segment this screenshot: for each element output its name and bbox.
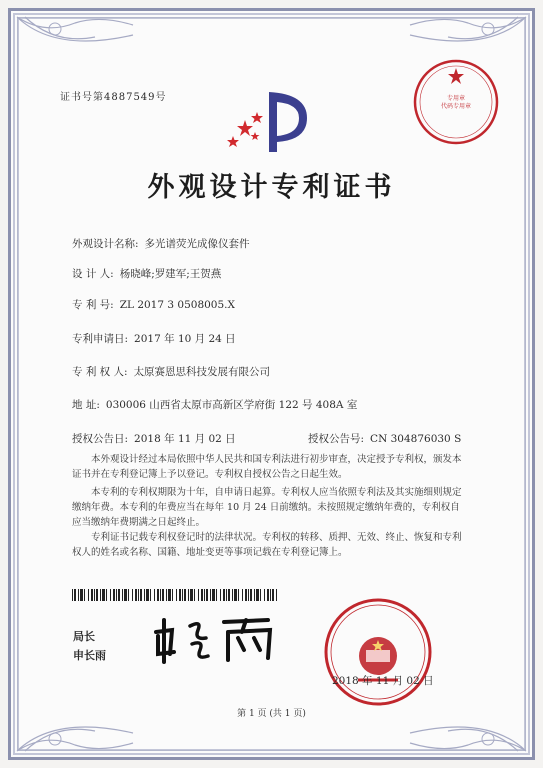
field-label: 专 利 权 人:	[72, 366, 128, 378]
certificate-title: 外观设计专利证书	[147, 172, 396, 203]
field-grant-date	[72, 431, 236, 446]
field-value: ZL 2017 3 0508005.X	[119, 299, 235, 311]
field-design-name	[72, 236, 250, 251]
field-value: 太原赛恩思科技发展有限公司	[133, 366, 271, 378]
field-label: 专利申请日:	[72, 333, 129, 345]
director-signature	[150, 614, 280, 666]
field-patent-number	[72, 297, 235, 312]
national-ip-office-seal	[322, 596, 434, 708]
field-designer	[72, 266, 221, 281]
field-label: 外观设计名称:	[72, 238, 139, 250]
field-label: 授权公告日:	[72, 433, 129, 445]
body-paragraph-1: 本外观设计经过本局依照中华人民共和国专利法进行初步审查，决定授予专利权，颁发本证书并在专利登记簿上予以登记。专利权自授权公告之日起生效。	[72, 454, 462, 480]
body-paragraph-3: 专利证书记载专利权登记时的法律状况。专利权的转移、质押、无效、终止、恢复和专利权人的姓名或名称、国籍、地址变更等事项记载在专利登记簿上。	[72, 532, 462, 558]
top-stamp-line-2: 代码专用章	[440, 103, 471, 110]
seal-date: 2018 年 11 月 02 日	[332, 675, 434, 687]
page-number: 第 1 页 (共 1 页)	[237, 709, 306, 719]
field-label: 授权公告号:	[308, 433, 365, 445]
certificate-number: 证书号第4887549号	[60, 92, 167, 103]
field-label: 地 址:	[72, 399, 100, 411]
field-filing-date	[72, 331, 236, 346]
field-value: 多光谱荧光成像仪套件	[144, 238, 250, 250]
barcode	[72, 586, 277, 598]
field-value: 2017 年 10 月 24 日	[134, 333, 236, 345]
field-value: CN 304876030 S	[370, 433, 462, 445]
field-grant-number	[308, 431, 461, 446]
field-value: 030006 山西省太原市高新区学府街 122 号 408A 室	[105, 399, 358, 411]
field-address	[72, 397, 357, 412]
top-stamp-line-1: 专用章	[446, 95, 465, 102]
field-value: 2018 年 11 月 02 日	[134, 433, 236, 445]
top-stamp-center-text	[438, 95, 474, 111]
director-name: 申长雨	[73, 649, 106, 662]
corner-ornament-top-right	[408, 15, 528, 57]
patent-office-logo	[225, 90, 310, 155]
field-value: 杨晓峰;罗建军;王贺燕	[119, 268, 222, 280]
field-label: 专 利 号:	[72, 299, 114, 311]
field-label: 设 计 人:	[72, 268, 114, 280]
body-paragraph-2: 本专利的专利权期限为十年，自申请日起算。专利权人应当依照专利法及其实施细则规定缴纳年费。本专利的年费应当在每年 10 月 24 日前缴纳。未按照规定缴纳年费的，专利权自应当缴纳年费期满之日起终止。	[72, 487, 462, 528]
director-title: 局长	[73, 630, 95, 643]
field-patentee	[72, 364, 270, 379]
corner-ornament-top-left	[15, 15, 135, 57]
